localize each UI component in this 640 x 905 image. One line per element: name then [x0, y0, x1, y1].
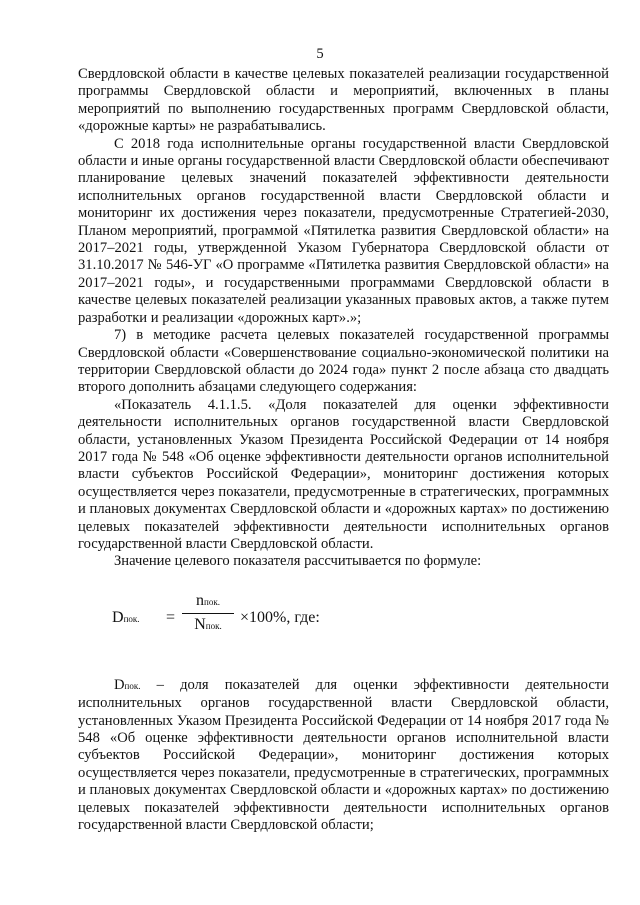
formula-equals: =	[166, 608, 176, 626]
formula-denominator: Nпок.	[194, 615, 222, 633]
formula-lhs: Dпок.	[112, 608, 140, 626]
definition-text: – доля показателей для оценки эффективности деятельности исполнительных органов государственной власти Свердловской области, установленных Указом Президента Российской Федерации от 14 ноября 2017 года № 548 «Об оценке эффективности деятельности органов исполнительной власти субъектов Российской Федерации», мониторинг достижения которых осуществляется через показатели, предусмотренные в стратегических, программных и плановых документах Свердловской области и «дорожных картах» по достижению целевых показателей эффективности деятельности исполнительных органов государственной власти Свердловской области;	[78, 676, 609, 834]
paragraph-indicator-4-1-1-5: «Показатель 4.1.1.5. «Доля показателей для оценки эффективности деятельности исполнительных органов государственной власти Свердловской области, установленных Указом Президента Российской Федерации от 14 ноября 2017 года № 548 «Об оценке эффективности деятельности органов исполнительной власти субъектов Российской Федерации», мониторинг достижения которых осуществляется через показатели, предусмотренные в стратегических, программных и плановых документах Свердловской области и «дорожных картах» по достижению целевых показателей эффективности деятельности исполнительных органов государственной власти Свердловской области.	[78, 396, 609, 552]
page-number: 5	[316, 46, 324, 62]
formula-fraction	[180, 591, 236, 636]
document-body	[78, 66, 609, 834]
paragraph-item-7: 7) в методике расчета целевых показателей государственной программы Свердловской области «Совершенствование социально-экономической политики на территории Свердловской области до 2024 года» пункт 2 после абзаца сто двадцать второго дополнить абзацами следующего содержания:	[78, 327, 609, 396]
paragraph-continuation: Свердловской области в качестве целевых показателей реализации государственной программы Свердловской области и мероприятий, включенных в планы мероприятий по выполнению государственных программ Свердловской области, «дорожные карты» не разрабатывались.	[78, 66, 609, 135]
formula-numerator: nпок.	[196, 591, 220, 609]
formula-tail: ×100%, где:	[240, 608, 320, 626]
definition-term: Dпок.	[114, 676, 141, 693]
formula	[78, 583, 609, 659]
paragraph-2018-planning: С 2018 года исполнительные органы государственной власти Свердловской области и иные органы государственной власти Свердловской области обеспечивают планирование целевых значений показателей эффективности деятельности исполнительных органов государственной власти Свердловской области и мониторинг их достижения через показатели, предусмотренные Стратегией-2030, Планом мероприятий, программой «Пятилетка развития Свердловской области» на 2017–2021 годы, утвержденной Указом Губернатора Свердловской области от 31.10.2017 № 546-УГ «О программе «Пятилетка развития Свердловской области» на 2017–2021 годы», и государственными программами Свердловской области в качестве целевых показателей реализации указанных правовых актов, а также путем разработки и реализации «дорожных карт».»;	[78, 135, 609, 326]
paragraph-definition	[78, 677, 609, 835]
paragraph-formula-intro: Значение целевого показателя рассчитывается по формуле:	[114, 553, 482, 570]
fraction-bar	[182, 613, 234, 614]
